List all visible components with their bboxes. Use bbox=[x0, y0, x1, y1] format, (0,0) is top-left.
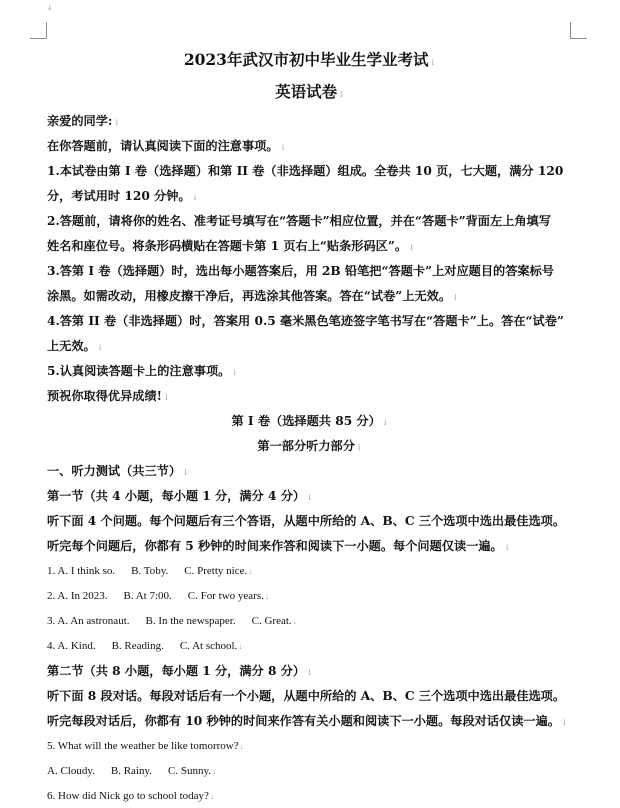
section-instruction: 听完每个问题后，你都有 5 秒钟的时间来作答和阅读下一小题。每个问题仅读一遍。↓ bbox=[47, 539, 511, 553]
section-one-heading: 第一部分听力部分↓ bbox=[257, 439, 363, 453]
rule-line: 5.认真阅读答题卡上的注意事项。↓ bbox=[47, 364, 239, 378]
crop-mark-top-left bbox=[30, 22, 47, 39]
page-title: 2023年武汉市初中毕业生学业考试↓ bbox=[183, 50, 437, 69]
section-instruction: 听完每段对话后，你都有 10 秒钟的时间来作答有关小题和阅读下一小题。每段对话仅读一遍。↓ bbox=[47, 714, 568, 728]
question-text: 6. How did Nick go to school today?↓ bbox=[47, 790, 214, 802]
question-options: 3. A. An astronaut. B. In the newspaper. C. Great.↓ bbox=[47, 615, 297, 627]
section-instruction: 听下面 4 个问题。每个问题后有三个答语，从题中所给的 A、B、C 三个选项中选出最佳选项。 bbox=[47, 514, 566, 528]
section-heading: 第一节（共 4 小题，每小题 1 分，满分 4 分）↓ bbox=[47, 489, 313, 503]
wish-line: 预祝你取得优异成绩!↓ bbox=[47, 389, 170, 403]
paragraph-mark-icon: ↓ bbox=[47, 4, 53, 12]
part-one-heading: 第 I 卷（选择题共 85 分）↓ bbox=[231, 414, 389, 428]
question-text: 5. What will the weather be like tomorrow?↓ bbox=[47, 740, 244, 752]
section-heading: 第二节（共 8 小题，每小题 1 分，满分 8 分）↓ bbox=[47, 664, 313, 678]
question-options: A. Cloudy. B. Rainy. C. Sunny.↓ bbox=[47, 765, 217, 777]
rule-line: 1.本试卷由第 I 卷（选择题）和第 II 卷（非选择题）组成。全卷共 10 页，七大题，满分 120 bbox=[47, 164, 564, 178]
rule-line: 2.答题前，请将你的姓名、准考证号填写在“答题卡”相应位置，并在“答题卡”背面左上角填写 bbox=[47, 214, 551, 228]
question-options: 2. A. In 2023. B. At 7:00. C. For two years.↓ bbox=[47, 590, 269, 602]
greeting: 亲爱的同学:↓ bbox=[47, 114, 121, 128]
question-options: 4. A. Kind. B. Reading. C. At school.↓ bbox=[47, 640, 243, 652]
rule-line: 3.答第 I 卷（选择题）时，选出每小题答案后，用 2B 铅笔把“答题卡”上对应题目的答案标号 bbox=[47, 264, 554, 278]
subject-title: 英语试卷↓ bbox=[275, 82, 345, 101]
notice-intro: 在你答题前，请认真阅读下面的注意事项。↓ bbox=[47, 139, 287, 153]
rule-line: 姓名和座位号。将条形码横贴在答题卡第 1 页右上“贴条形码区”。↓ bbox=[47, 239, 415, 253]
section-instruction: 听下面 8 段对话。每段对话后有一个小题，从题中所给的 A、B、C 三个选项中选出最佳选项。 bbox=[47, 689, 566, 703]
rule-line: 上无效。↓ bbox=[47, 339, 104, 353]
crop-mark-top-right bbox=[570, 22, 587, 39]
question-options: 1. A. I think so. B. Toby. C. Pretty nice.↓ bbox=[47, 565, 253, 577]
rule-line: 涂黑。如需改动，用橡皮擦干净后，再选涂其他答案。答在“试卷”上无效。↓ bbox=[47, 289, 459, 303]
rule-line: 4.答第 II 卷（非选择题）时，答案用 0.5 毫米黑色笔迹签字笔书写在“答题卡”上。答在“试卷” bbox=[47, 314, 564, 328]
rule-line: 分，考试用时 120 分钟。↓ bbox=[47, 189, 199, 203]
listening-heading: 一、听力测试（共三节）↓ bbox=[47, 464, 189, 478]
